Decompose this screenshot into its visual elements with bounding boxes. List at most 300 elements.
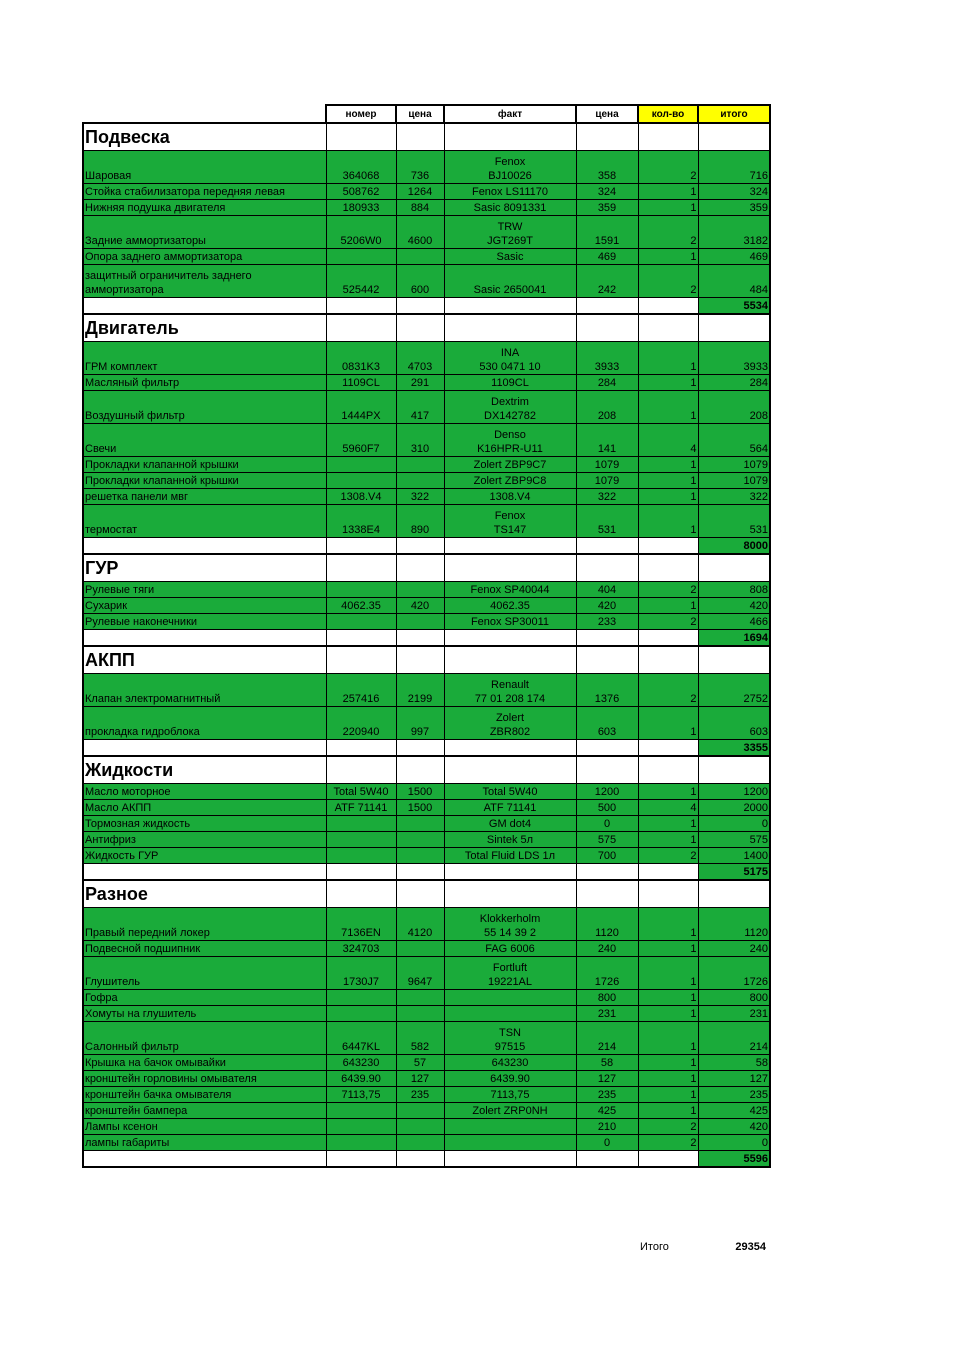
quantity: 2 xyxy=(638,1135,698,1151)
quantity: 1 xyxy=(638,707,698,740)
actual-part xyxy=(444,151,576,184)
empty-cell xyxy=(326,538,396,555)
actual-price: 324 xyxy=(576,184,638,200)
row-total: 58 xyxy=(698,1055,770,1071)
part-number: 508762 xyxy=(326,184,396,200)
table-row xyxy=(83,598,770,614)
table-row xyxy=(83,816,770,832)
quantity: 1 xyxy=(638,832,698,848)
part-number: Total 5W40 xyxy=(326,784,396,800)
part-price xyxy=(396,848,444,864)
part-number: 257416 xyxy=(326,674,396,707)
part-price xyxy=(396,457,444,473)
part-price xyxy=(396,1006,444,1022)
part-price: 4703 xyxy=(396,342,444,375)
empty-cell xyxy=(444,756,576,784)
section-total: 8000 xyxy=(698,538,770,555)
part-number: 1730J7 xyxy=(326,957,396,990)
actual-price: 58 xyxy=(576,1055,638,1071)
actual-part-line: Fortluft xyxy=(492,962,528,974)
part-number: 220940 xyxy=(326,707,396,740)
actual-part xyxy=(444,1055,576,1071)
quantity: 1 xyxy=(638,249,698,265)
actual-part-line: Dextrim xyxy=(491,396,529,408)
empty-cell xyxy=(396,646,444,674)
actual-part-line: 530 0471 10 xyxy=(479,361,541,373)
row-total: 420 xyxy=(698,1119,770,1135)
empty-cell xyxy=(326,314,396,342)
header-itogo: итого xyxy=(698,105,770,123)
empty-cell xyxy=(638,123,698,151)
empty-cell xyxy=(576,298,638,315)
empty-cell xyxy=(444,554,576,582)
empty-cell xyxy=(326,630,396,647)
quantity: 1 xyxy=(638,342,698,375)
part-price: 1264 xyxy=(396,184,444,200)
part-name: кронштейн горловины омывателя xyxy=(83,1071,326,1087)
actual-price: 233 xyxy=(576,614,638,630)
row-total: 3933 xyxy=(698,342,770,375)
actual-part-line: Sintek 5л xyxy=(486,834,534,846)
header-blank xyxy=(83,105,326,123)
empty-cell xyxy=(698,554,770,582)
actual-part xyxy=(444,848,576,864)
table-row xyxy=(83,1103,770,1119)
part-number: 6439.90 xyxy=(326,1071,396,1087)
header-fakt: факт xyxy=(444,105,576,123)
grand-total-label: Итого xyxy=(640,1241,669,1253)
empty-cell xyxy=(326,864,396,881)
quantity: 2 xyxy=(638,1119,698,1135)
empty-cell xyxy=(576,864,638,881)
actual-part xyxy=(444,1006,576,1022)
part-number: 364068 xyxy=(326,151,396,184)
empty-cell xyxy=(576,756,638,784)
part-price: 322 xyxy=(396,489,444,505)
actual-part-line: 19221AL xyxy=(487,976,533,988)
section-total: 5175 xyxy=(698,864,770,881)
actual-price: 575 xyxy=(576,832,638,848)
part-number xyxy=(326,990,396,1006)
actual-part xyxy=(444,265,576,298)
header-cena: цена xyxy=(396,105,444,123)
section-title: Разное xyxy=(83,880,326,908)
actual-price: 1120 xyxy=(576,908,638,941)
empty-cell xyxy=(576,740,638,757)
part-name: Подвесной подшипник xyxy=(83,941,326,957)
part-price: 310 xyxy=(396,424,444,457)
actual-part-line: 55 14 39 2 xyxy=(484,927,536,939)
quantity: 1 xyxy=(638,990,698,1006)
quantity: 1 xyxy=(638,489,698,505)
empty-cell xyxy=(638,880,698,908)
part-number: 180933 xyxy=(326,200,396,216)
part-number: 324703 xyxy=(326,941,396,957)
actual-price: 404 xyxy=(576,582,638,598)
empty-cell xyxy=(396,538,444,555)
quantity: 1 xyxy=(638,1022,698,1055)
empty-cell xyxy=(638,740,698,757)
table-row xyxy=(83,391,770,424)
quantity: 1 xyxy=(638,941,698,957)
row-total: 466 xyxy=(698,614,770,630)
part-number: ATF 71141 xyxy=(326,800,396,816)
actual-price: 208 xyxy=(576,391,638,424)
actual-part-line: Denso xyxy=(494,429,526,441)
row-total: 284 xyxy=(698,375,770,391)
table-row xyxy=(83,457,770,473)
part-price: 127 xyxy=(396,1071,444,1087)
quantity: 1 xyxy=(638,1071,698,1087)
part-name: Жидкость ГУР xyxy=(83,848,326,864)
row-total: 800 xyxy=(698,990,770,1006)
row-total: 214 xyxy=(698,1022,770,1055)
actual-part-line: TS147 xyxy=(493,524,527,536)
row-total: 0 xyxy=(698,1135,770,1151)
actual-part xyxy=(444,990,576,1006)
actual-part-line: FAG 6006 xyxy=(485,943,535,955)
empty-cell xyxy=(576,554,638,582)
part-price: 2199 xyxy=(396,674,444,707)
actual-part xyxy=(444,816,576,832)
part-number xyxy=(326,473,396,489)
row-total: 127 xyxy=(698,1071,770,1087)
actual-part-line: Zolert ZBP9C7 xyxy=(473,459,547,471)
table-row xyxy=(83,1087,770,1103)
empty-cell xyxy=(83,538,326,555)
part-price xyxy=(396,249,444,265)
actual-part-line: K16HPR-U11 xyxy=(477,443,543,455)
part-number xyxy=(326,1119,396,1135)
actual-part xyxy=(444,598,576,614)
actual-part-line: ZBR802 xyxy=(489,726,531,738)
section-header-row xyxy=(83,880,770,908)
quantity: 1 xyxy=(638,1087,698,1103)
quantity: 1 xyxy=(638,957,698,990)
row-total: 3182 xyxy=(698,216,770,249)
row-total: 2000 xyxy=(698,800,770,816)
actual-part xyxy=(444,1135,576,1151)
part-number: 0831K3 xyxy=(326,342,396,375)
section-header-row xyxy=(83,314,770,342)
row-total: 716 xyxy=(698,151,770,184)
header-row xyxy=(83,105,770,123)
part-name: Клапан электромагнитный xyxy=(83,674,326,707)
empty-cell xyxy=(326,298,396,315)
actual-price: 603 xyxy=(576,707,638,740)
part-number: 5960F7 xyxy=(326,424,396,457)
part-number xyxy=(326,832,396,848)
part-name: Свечи xyxy=(83,424,326,457)
part-name: кронштейн бампера xyxy=(83,1103,326,1119)
row-total: 0 xyxy=(698,816,770,832)
empty-cell xyxy=(83,864,326,881)
quantity: 1 xyxy=(638,200,698,216)
row-total: 324 xyxy=(698,184,770,200)
quantity: 1 xyxy=(638,1103,698,1119)
part-name: Правый передний локер xyxy=(83,908,326,941)
empty-cell xyxy=(444,630,576,647)
empty-cell xyxy=(444,298,576,315)
part-price: 884 xyxy=(396,200,444,216)
section-total: 5596 xyxy=(698,1151,770,1168)
table-row xyxy=(83,489,770,505)
table-row xyxy=(83,1055,770,1071)
actual-price: 800 xyxy=(576,990,638,1006)
part-price xyxy=(396,816,444,832)
row-total: 1200 xyxy=(698,784,770,800)
actual-part xyxy=(444,1087,576,1103)
empty-cell xyxy=(576,630,638,647)
part-number: 7113,75 xyxy=(326,1087,396,1103)
empty-cell xyxy=(396,630,444,647)
section-total: 1694 xyxy=(698,630,770,647)
actual-part-line: JGT269T xyxy=(487,235,533,247)
row-total: 575 xyxy=(698,832,770,848)
part-number xyxy=(326,1103,396,1119)
section-total-row xyxy=(83,538,770,555)
row-total: 231 xyxy=(698,1006,770,1022)
part-name: Антифриз xyxy=(83,832,326,848)
row-total: 564 xyxy=(698,424,770,457)
actual-price: 1079 xyxy=(576,473,638,489)
actual-price: 1079 xyxy=(576,457,638,473)
row-total: 322 xyxy=(698,489,770,505)
quantity: 1 xyxy=(638,1055,698,1071)
empty-cell xyxy=(444,740,576,757)
part-price: 4120 xyxy=(396,908,444,941)
quantity: 1 xyxy=(638,908,698,941)
empty-cell xyxy=(638,298,698,315)
part-name: Задние аммортизаторы xyxy=(83,216,326,249)
part-name: Крышка на бачок омывайки xyxy=(83,1055,326,1071)
quantity: 1 xyxy=(638,816,698,832)
actual-part-line: Fenox xyxy=(494,510,526,522)
quantity: 1 xyxy=(638,505,698,538)
header-kolvo: кол-во xyxy=(638,105,698,123)
quantity: 1 xyxy=(638,375,698,391)
empty-cell xyxy=(444,646,576,674)
actual-part xyxy=(444,582,576,598)
section-header-row xyxy=(83,123,770,151)
table-row xyxy=(83,832,770,848)
table-row xyxy=(83,908,770,941)
empty-cell xyxy=(638,630,698,647)
row-total: 603 xyxy=(698,707,770,740)
section-title: Жидкости xyxy=(83,756,326,784)
actual-price: 531 xyxy=(576,505,638,538)
row-total: 1120 xyxy=(698,908,770,941)
actual-part-line: 1109CL xyxy=(491,377,529,389)
empty-cell xyxy=(638,538,698,555)
part-name: Прокладки клапанной крышки xyxy=(83,473,326,489)
actual-part xyxy=(444,1119,576,1135)
row-total: 240 xyxy=(698,941,770,957)
part-price: 420 xyxy=(396,598,444,614)
actual-price: 425 xyxy=(576,1103,638,1119)
actual-part-line: ATF 71141 xyxy=(483,802,537,814)
section-total: 3355 xyxy=(698,740,770,757)
actual-part xyxy=(444,707,576,740)
actual-price: 141 xyxy=(576,424,638,457)
empty-cell xyxy=(396,880,444,908)
actual-price: 500 xyxy=(576,800,638,816)
actual-price: 235 xyxy=(576,1087,638,1103)
actual-part-line: Sasic 2650041 xyxy=(473,284,547,296)
empty-cell xyxy=(326,756,396,784)
actual-part xyxy=(444,200,576,216)
table-row xyxy=(83,1071,770,1087)
quantity: 2 xyxy=(638,674,698,707)
actual-price: 231 xyxy=(576,1006,638,1022)
table-row xyxy=(83,990,770,1006)
empty-cell xyxy=(326,740,396,757)
empty-cell xyxy=(396,864,444,881)
part-price: 600 xyxy=(396,265,444,298)
empty-cell xyxy=(83,630,326,647)
table-row xyxy=(83,614,770,630)
part-name: защитный ограничитель заднего аммортизатора xyxy=(83,265,326,298)
actual-price: 1591 xyxy=(576,216,638,249)
part-name: Рулевые наконечники xyxy=(83,614,326,630)
part-number xyxy=(326,249,396,265)
table-row xyxy=(83,200,770,216)
part-number: 643230 xyxy=(326,1055,396,1071)
empty-cell xyxy=(83,740,326,757)
quantity: 1 xyxy=(638,784,698,800)
actual-part xyxy=(444,184,576,200)
section-total: 5534 xyxy=(698,298,770,315)
table-row xyxy=(83,375,770,391)
part-name: ГРМ комплект xyxy=(83,342,326,375)
part-name: Шаровая xyxy=(83,151,326,184)
actual-price: 284 xyxy=(576,375,638,391)
actual-part xyxy=(444,941,576,957)
empty-cell xyxy=(396,123,444,151)
actual-price: 322 xyxy=(576,489,638,505)
quantity: 1 xyxy=(638,473,698,489)
table-row xyxy=(83,848,770,864)
part-price: 57 xyxy=(396,1055,444,1071)
part-number xyxy=(326,457,396,473)
quantity: 1 xyxy=(638,391,698,424)
section-title: ГУР xyxy=(83,554,326,582)
quantity: 1 xyxy=(638,598,698,614)
part-price: 4600 xyxy=(396,216,444,249)
part-number: 525442 xyxy=(326,265,396,298)
actual-part-line: 7113,75 xyxy=(490,1089,530,1101)
table-row xyxy=(83,342,770,375)
part-price xyxy=(396,1119,444,1135)
part-name: решетка панели мвг xyxy=(83,489,326,505)
empty-cell xyxy=(326,554,396,582)
actual-part xyxy=(444,908,576,941)
row-total: 1079 xyxy=(698,457,770,473)
empty-cell xyxy=(638,1151,698,1168)
actual-part-line: DX142782 xyxy=(484,410,536,422)
actual-part-line: Klokkerholm xyxy=(479,913,541,925)
parts-table xyxy=(82,104,771,1168)
table-row xyxy=(83,1006,770,1022)
row-total: 808 xyxy=(698,582,770,598)
empty-cell xyxy=(326,646,396,674)
actual-price: 700 xyxy=(576,848,638,864)
actual-part-line: Zolert ZBP9C8 xyxy=(473,475,547,487)
row-total: 1400 xyxy=(698,848,770,864)
actual-part-line: Fenox LS11170 xyxy=(471,186,549,198)
part-price: 582 xyxy=(396,1022,444,1055)
part-price: 291 xyxy=(396,375,444,391)
actual-part-line: TRW xyxy=(497,221,523,233)
part-number xyxy=(326,1135,396,1151)
part-name: Стойка стабилизатора передняя левая xyxy=(83,184,326,200)
part-name: кронштейн бачка омывателя xyxy=(83,1087,326,1103)
row-total: 420 xyxy=(698,598,770,614)
actual-part xyxy=(444,489,576,505)
quantity: 2 xyxy=(638,614,698,630)
actual-price: 358 xyxy=(576,151,638,184)
actual-part-line: 4062.35 xyxy=(490,600,530,612)
empty-cell xyxy=(396,1151,444,1168)
actual-price: 1200 xyxy=(576,784,638,800)
actual-price: 127 xyxy=(576,1071,638,1087)
actual-part xyxy=(444,1103,576,1119)
actual-part xyxy=(444,457,576,473)
part-number xyxy=(326,1006,396,1022)
part-price xyxy=(396,582,444,598)
part-number: 1338E4 xyxy=(326,505,396,538)
actual-price: 420 xyxy=(576,598,638,614)
quantity: 1 xyxy=(638,457,698,473)
table-row xyxy=(83,800,770,816)
actual-price: 1376 xyxy=(576,674,638,707)
actual-price: 359 xyxy=(576,200,638,216)
part-name: прокладка гидроблока xyxy=(83,707,326,740)
table-row xyxy=(83,674,770,707)
quantity: 4 xyxy=(638,800,698,816)
actual-price: 240 xyxy=(576,941,638,957)
empty-cell xyxy=(576,646,638,674)
empty-cell xyxy=(638,554,698,582)
table-row xyxy=(83,784,770,800)
section-total-row xyxy=(83,630,770,647)
table-row xyxy=(83,941,770,957)
actual-part xyxy=(444,800,576,816)
table-row xyxy=(83,184,770,200)
section-total-row xyxy=(83,864,770,881)
actual-part xyxy=(444,424,576,457)
empty-cell xyxy=(698,314,770,342)
empty-cell xyxy=(638,864,698,881)
actual-price: 0 xyxy=(576,816,638,832)
part-name: Гофра xyxy=(83,990,326,1006)
table-row xyxy=(83,265,770,298)
table-row xyxy=(83,249,770,265)
empty-cell xyxy=(444,1151,576,1168)
empty-cell xyxy=(396,554,444,582)
actual-part xyxy=(444,1022,576,1055)
part-name: Масляный фильтр xyxy=(83,375,326,391)
grand-total-value: 29354 xyxy=(735,1241,766,1253)
empty-cell xyxy=(326,880,396,908)
actual-part-line: Sasic 8091331 xyxy=(473,202,547,214)
empty-cell xyxy=(698,880,770,908)
actual-part xyxy=(444,342,576,375)
part-price xyxy=(396,832,444,848)
part-name: Воздушный фильтр xyxy=(83,391,326,424)
row-total: 425 xyxy=(698,1103,770,1119)
section-title: Двигатель xyxy=(83,314,326,342)
